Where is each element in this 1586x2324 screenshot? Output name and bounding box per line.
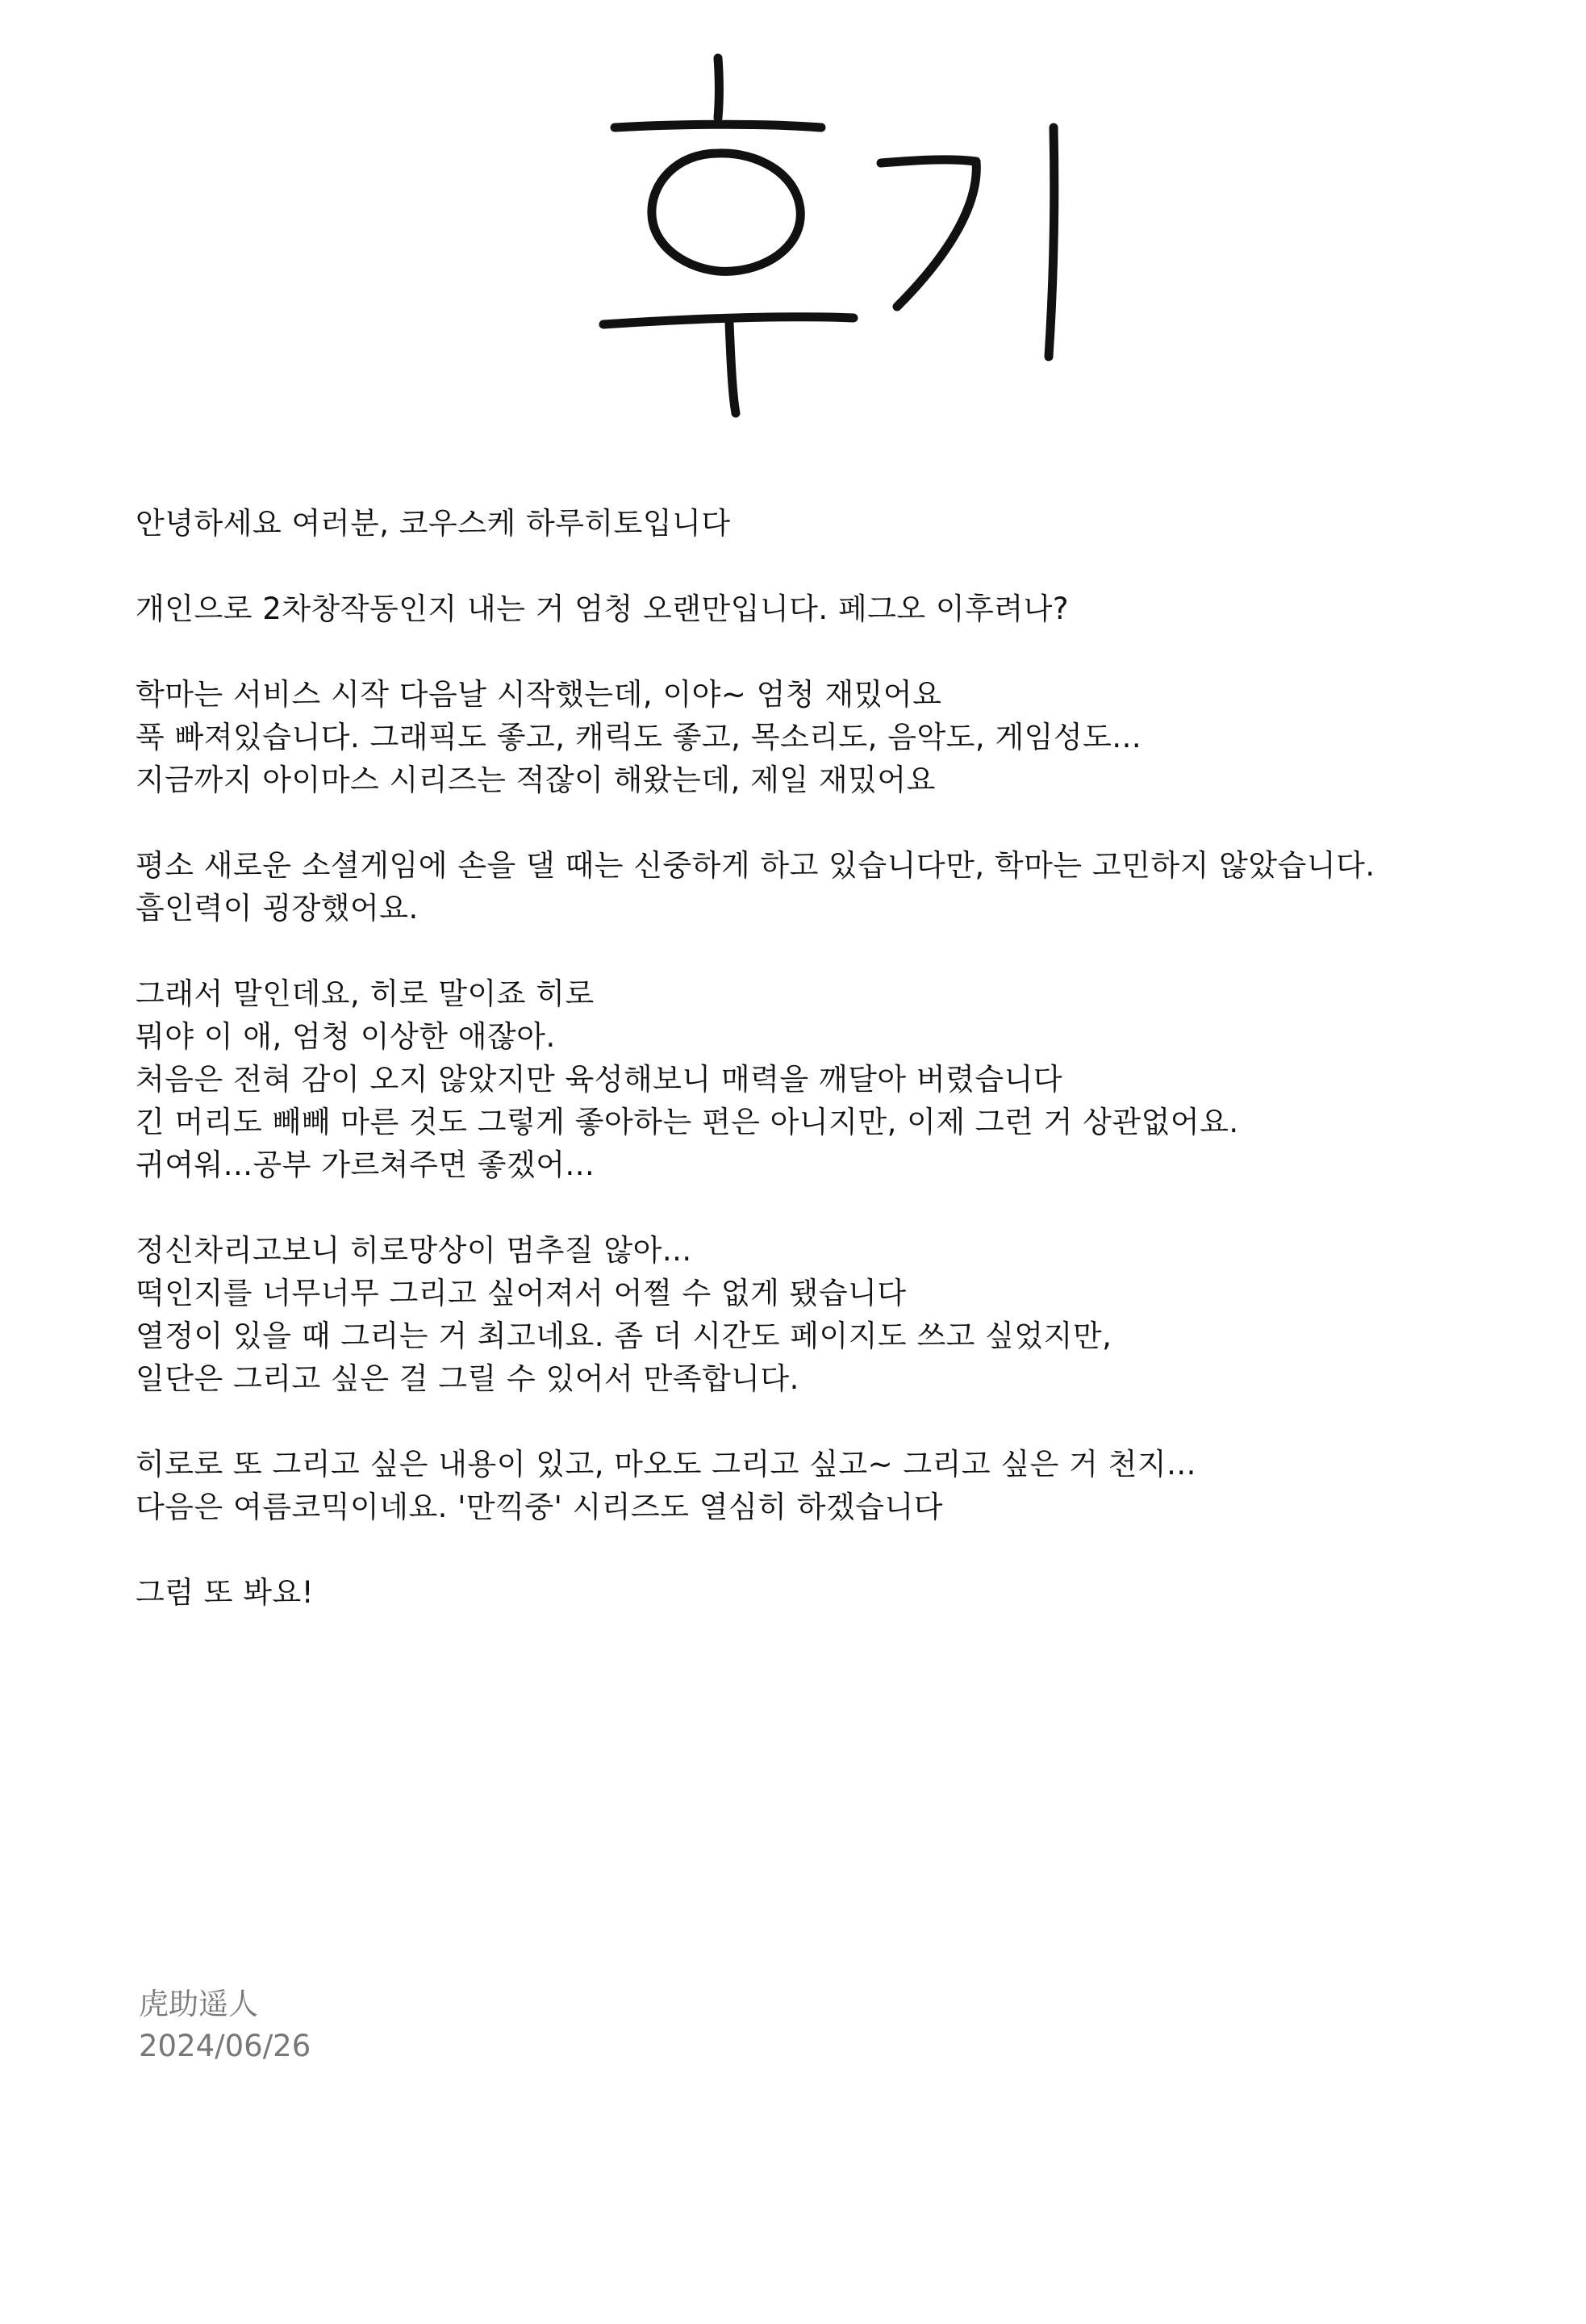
title-stroke-vertical [1049,127,1054,357]
text-line: 뭐야 이 애, 엄청 이상한 애잖아. [136,1019,556,1054]
paragraph-3 [136,673,1523,801]
signature-block [139,1983,311,2067]
text-line: 흡인력이 굉장했어요. [136,891,419,926]
handwritten-title [597,40,1097,444]
title-stroke-stem [729,323,736,413]
text-line: 개인으로 2차창작동인지 내는 거 엄청 오랜만입니다. 페그오 이후려나? [136,591,1070,626]
text-line: 긴 머리도 빼빼 마른 것도 그렇게 좋아하는 편은 아니지만, 이제 그런 거 상관없어요. [136,1105,1239,1139]
title-stroke-circle [652,153,800,271]
text-line: 히로로 또 그리고 싶은 내용이 있고, 마오도 그리고 싶고~ 그리고 싶은 거 천지... [136,1447,1196,1482]
paragraph-5 [136,972,1523,1186]
handwritten-title-drawing [597,40,1097,444]
paragraph-7 [136,1443,1523,1528]
author-name: 虎助遥人 [139,1987,258,2021]
text-line: 그래서 말인데요, 히로 말이죠 히로 [136,976,595,1011]
paragraph-2 [136,587,1523,630]
text-line: 처음은 전혀 감이 오지 않았지만 육성해보니 매력을 깨달아 버렸습니다 [136,1062,1063,1097]
paragraph-1 [136,502,1523,545]
text-line: 지금까지 아이마스 시리즈는 적잖이 해왔는데, 제일 재밌어요 [136,763,936,797]
text-line: 귀여워...공부 가르쳐주면 좋겠어... [136,1147,595,1182]
text-line: 일단은 그리고 싶은 걸 그릴 수 있어서 만족합니다. [136,1361,799,1396]
text-line: 푹 빠져있습니다. 그래픽도 좋고, 캐릭도 좋고, 목소리도, 음악도, 게임성도... [136,720,1142,754]
text-line: 평소 새로운 소셜게임에 손을 댈 때는 신중하게 하고 있습니다만, 학마는 고민하지 않았습니다. [136,848,1375,883]
title-stroke-bar [615,124,821,127]
text-line: 안녕하세요 여러분, 코우스케 하루히토입니다 [136,506,731,541]
paragraph-8 [136,1571,1523,1614]
title-stroke-top [718,58,720,118]
text-line: 정신차리고보니 히로망상이 멈추질 않아... [136,1233,692,1268]
text-line: 다음은 여름코믹이네요. '만끽중' 시리즈도 열심히 하겠습니다 [136,1490,943,1524]
paragraph-6 [136,1229,1523,1400]
signature-date: 2024/06/26 [139,2029,311,2063]
paragraph-4 [136,844,1523,930]
afterword-body [136,502,1523,1657]
text-line: 그럼 또 봐요! [136,1575,315,1610]
text-line: 떡인지를 너무너무 그리고 싶어져서 어쩔 수 없게 됐습니다 [136,1276,907,1310]
text-line: 열정이 있을 때 그리는 거 최고네요. 좀 더 시간도 페이지도 쓰고 싶었지만, [136,1319,1112,1353]
text-line: 학마는 서비스 시작 다음날 시작했는데, 이야~ 엄청 재밌어요 [136,677,942,712]
title-stroke-giyeok [881,160,976,307]
